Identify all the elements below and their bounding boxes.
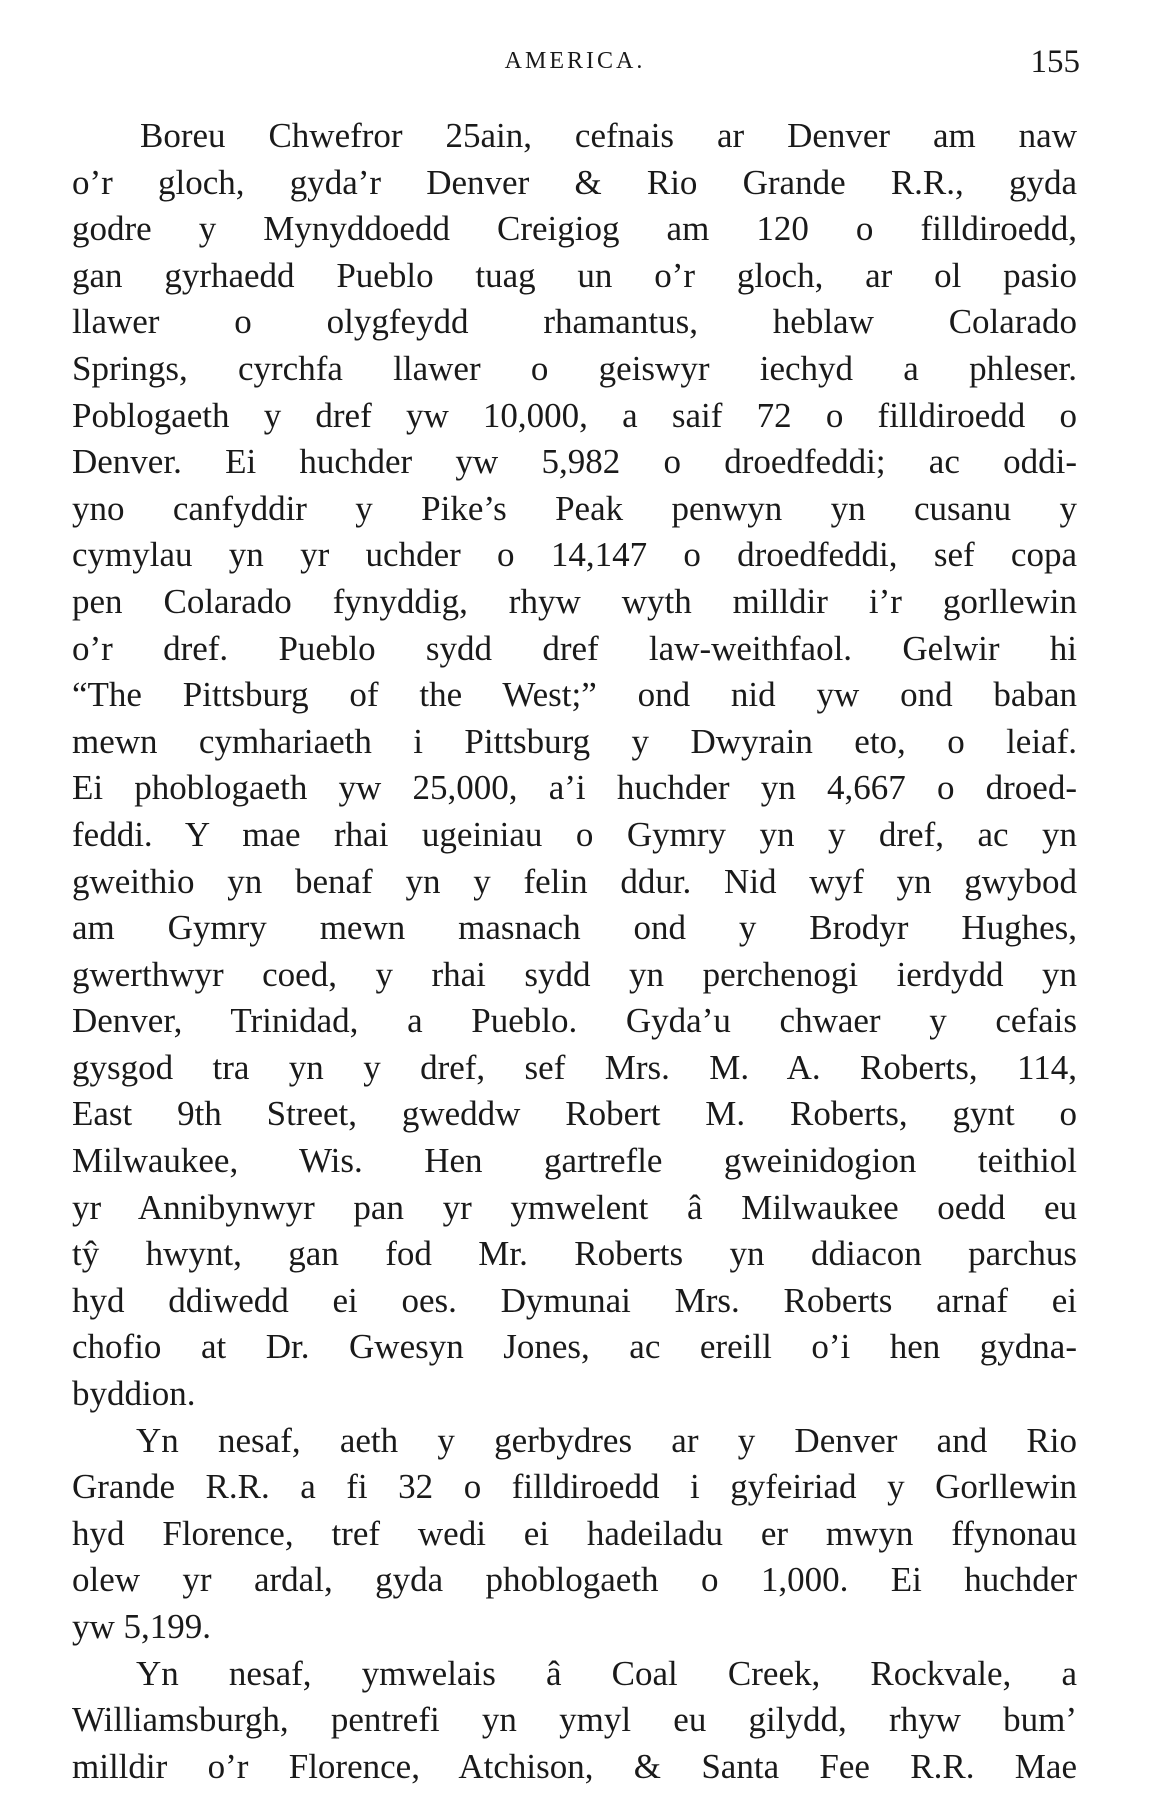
- running-head: [70, 44, 1080, 94]
- text-line: llawer o olygfeydd rhamantus, heblaw Colarado: [72, 302, 1077, 342]
- text-line: am Gymry mewn masnach ond y Brodyr Hughes,: [72, 908, 1077, 948]
- text-line: Williamsburgh, pentrefi yn ymyl eu gilydd, rhyw bum’: [72, 1700, 1077, 1740]
- text-line: pen Colarado fynyddig, rhyw wyth milldir i’r gorllewin: [72, 581, 1077, 621]
- text-line: Milwaukee, Wis. Hen gartrefle gweinidogion teithiol: [72, 1141, 1077, 1181]
- text-line: Ei phoblogaeth yw 25,000, a’i huchder yn 4,667 o droed-: [72, 768, 1077, 808]
- text-line: yno canfyddir y Pike’s Peak penwyn yn cusanu y: [72, 488, 1077, 528]
- text-line: godre y Mynyddoedd Creigiog am 120 o filldiroedd,: [72, 209, 1077, 249]
- text-line: Yn nesaf, aeth y gerbydres ar y Denver and Rio: [136, 1420, 1077, 1460]
- page-number: 155: [1030, 44, 1080, 80]
- text-line: gan gyrhaedd Pueblo tuag un o’r gloch, ar ol pasio: [72, 255, 1077, 295]
- text-line: Poblogaeth y dref yw 10,000, a saif 72 o filldiroedd o: [72, 395, 1077, 435]
- text-line: milldir o’r Florence, Atchison, & Santa Fee R.R. Mae: [72, 1746, 1077, 1786]
- running-title: AMERICA.: [504, 48, 646, 74]
- text-line: tŷ hwynt, gan fod Mr. Roberts yn ddiacon parchus: [72, 1234, 1077, 1274]
- text-line: Springs, cyrchfa llawer o geiswyr iechyd a phleser.: [72, 348, 1077, 388]
- text-line: cymylau yn yr uchder o 14,147 o droedfeddi, sef copa: [72, 535, 1077, 575]
- text-line: hyd ddiwedd ei oes. Dymunai Mrs. Roberts arnaf ei: [72, 1280, 1077, 1320]
- text-line: gweithio yn benaf yn y felin ddur. Nid wyf yn gwybod: [72, 861, 1077, 901]
- text-line: hyd Florence, tref wedi ei hadeiladu er mwyn ffynonau: [72, 1513, 1077, 1553]
- text-line: gwerthwyr coed, y rhai sydd yn perchenogi ierdydd yn: [72, 954, 1077, 994]
- text-line: Denver. Ei huchder yw 5,982 o droedfeddi; ac oddi-: [72, 442, 1077, 482]
- text-line: Boreu Chwefror 25ain, cefnais ar Denver am naw: [140, 116, 1077, 155]
- text-line: gysgod tra yn y dref, sef Mrs. M. A. Roberts, 114,: [72, 1047, 1077, 1087]
- text-line: olew yr ardal, gyda phoblogaeth o 1,000. Ei huchder: [72, 1560, 1077, 1600]
- text-line: East 9th Street, gweddw Robert M. Roberts, gynt o: [72, 1094, 1077, 1134]
- text-line: byddion.: [72, 1374, 196, 1414]
- text-line: yr Annibynwyr pan yr ymwelent â Milwaukee oedd eu: [72, 1187, 1077, 1227]
- text-line: mewn cymhariaeth i Pittsburg y Dwyrain eto, o leiaf.: [72, 721, 1077, 761]
- text-line: yw 5,199.: [72, 1607, 212, 1646]
- text-line: o’r dref. Pueblo sydd dref law-weithfaol. Gelwir hi: [72, 628, 1077, 668]
- body-text: [72, 113, 1077, 1790]
- text-line: Yn nesaf, ymwelais â Coal Creek, Rockvale, a: [136, 1653, 1077, 1693]
- text-line: Grande R.R. a fi 32 o filldiroedd i gyfeiriad y Gorllewin: [72, 1467, 1077, 1507]
- text-line: feddi. Y mae rhai ugeiniau o Gymry yn y dref, ac yn: [72, 814, 1077, 854]
- text-line: chofio at Dr. Gwesyn Jones, ac ereill o’i hen gydna-: [72, 1327, 1077, 1367]
- text-line: Denver, Trinidad, a Pueblo. Gyda’u chwaer y cefais: [72, 1001, 1077, 1041]
- text-line: o’r gloch, gyda’r Denver & Rio Grande R.R., gyda: [72, 162, 1077, 202]
- text-line: “The Pittsburg of the West;” ond nid yw ond baban: [72, 675, 1077, 715]
